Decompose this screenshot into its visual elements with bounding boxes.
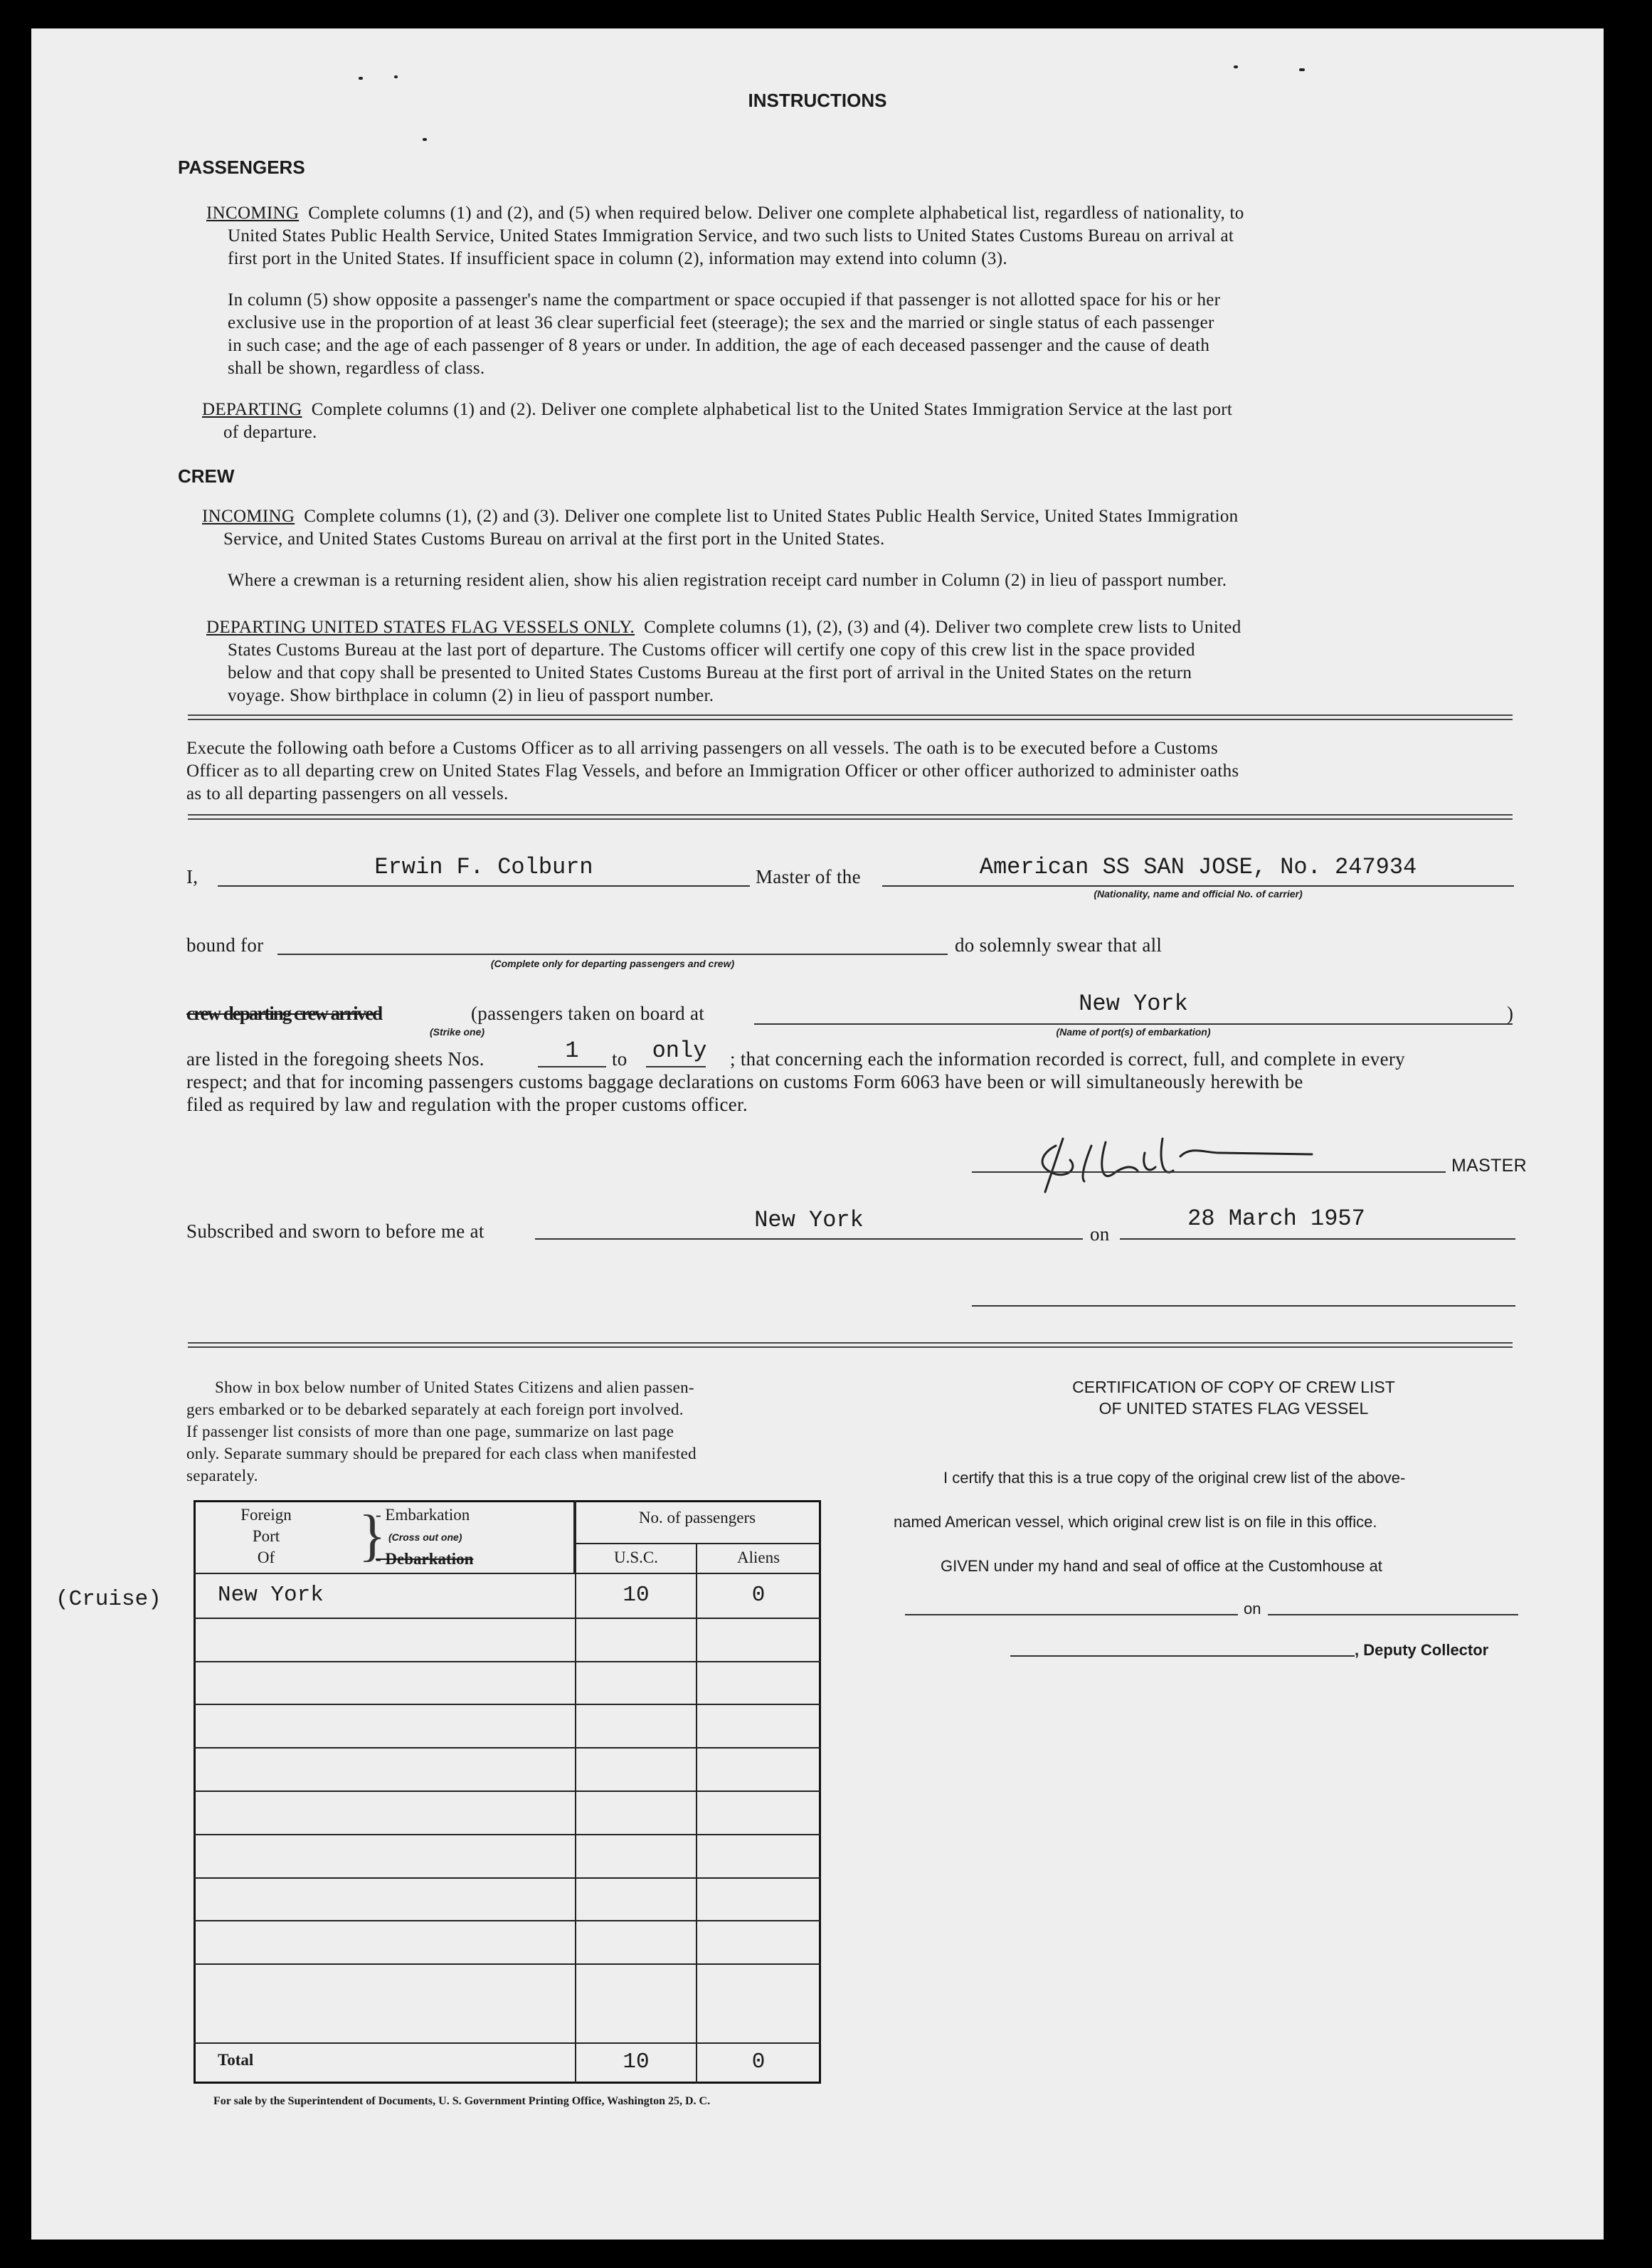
sheet-to-line [646, 1066, 706, 1067]
divider [188, 814, 1513, 820]
text-line: in such case; and the age of each passenger of 8 years or under. In addition, the age of each deceased passenger and the cause of death [228, 336, 1210, 355]
port-line [754, 1023, 1513, 1025]
vessel-value[interactable]: American SS SAN JOSE, No. 247934 [979, 854, 1417, 880]
gpo-footer: For sale by the Superintendent of Documents, U. S. Government Printing Office, Washington 25, D. C. [213, 2095, 711, 2107]
incoming-label: INCOMING [202, 507, 295, 526]
speck [1234, 65, 1238, 68]
usc-header: U.S.C. [614, 1549, 658, 1566]
row-usc-value[interactable]: 10 [623, 1583, 650, 1608]
certification-on-label: on [1244, 1600, 1261, 1618]
struck-crew-text: crew departing crew arrived [186, 1003, 382, 1024]
bound-for-caption: (Complete only for departing passengers and crew) [490, 958, 735, 969]
listed-rest: ; that concerning each the information recorded is correct, full, and complete in every [730, 1048, 1405, 1070]
sworn-date-value[interactable]: 28 March 1957 [1187, 1206, 1365, 1232]
departing-flag-label: DEPARTING UNITED STATES FLAG VESSELS ONLY. [206, 618, 635, 637]
passengers-departing-para [202, 399, 1232, 421]
text-line: voyage. Show birthplace in column (2) in lieu of passport number. [228, 686, 714, 705]
aliens-header: Aliens [736, 1549, 780, 1566]
header-divider [194, 1573, 576, 1574]
sworn-place-line [535, 1238, 1083, 1240]
text-line: of departure. [223, 423, 317, 442]
certification-title-1: CERTIFICATION OF COPY OF CREW LIST [1072, 1378, 1395, 1396]
bound-for-line [277, 954, 948, 955]
text-line: as to all departing passengers on all vessels. [186, 784, 509, 803]
text-line: first port in the United States. If insufficient space in column (2), information may extend into column (3). [228, 249, 1007, 268]
text-line: Complete columns (1) and (2), and (5) when required below. Deliver one complete alphabetical list, regardless of nationality, to [308, 204, 1244, 223]
text-line: If passenger list consists of more than one page, summarize on last page [186, 1423, 674, 1440]
strike-caption: (Strike one) [430, 1026, 485, 1038]
master-signature-image [1013, 1124, 1355, 1196]
embarkation-port-value[interactable]: New York [1079, 991, 1188, 1017]
port-caption: (Name of port(s) of embarkation) [1056, 1026, 1211, 1038]
passengers-incoming-para [206, 202, 1244, 225]
speck [359, 77, 363, 80]
of-label: Of [257, 1549, 275, 1566]
listed-label: are listed in the foregoing sheets Nos. [186, 1048, 485, 1070]
certification-title-2: OF UNITED STATES FLAG VESSEL [1098, 1399, 1369, 1418]
column-divider [696, 1543, 697, 2084]
page-title: INSTRUCTIONS [748, 90, 887, 111]
text-line: Complete columns (1) and (2). Deliver one complete alphabetical list to the United States Immigration Service at the last port [311, 400, 1233, 419]
row-divider [194, 1790, 821, 1792]
speck [1299, 68, 1305, 71]
certification-date-line[interactable] [1268, 1614, 1518, 1615]
text-line: GIVEN under my hand and seal of office at the Customhouse at [941, 1557, 1382, 1575]
header-divider [576, 1543, 821, 1544]
speck [394, 75, 398, 78]
master-name-line [218, 885, 750, 887]
i-label: I, [186, 866, 198, 887]
cruise-note: (Cruise) [55, 1587, 162, 1612]
row-divider [194, 1747, 821, 1749]
sworn-on-label: on [1090, 1223, 1110, 1245]
vessel-line [882, 885, 1514, 887]
master-label: MASTER [1451, 1156, 1527, 1176]
text-line: filed as required by law and regulation with the proper customs officer. [186, 1094, 748, 1115]
text-line: Execute the following oath before a Customs Officer as to all arriving passengers on all vessels. The oath is to be executed before a Customs [186, 739, 1219, 758]
row-divider [194, 1661, 821, 1662]
row-divider [194, 1704, 821, 1705]
deputy-collector-label: , Deputy Collector [1355, 1641, 1489, 1659]
brace-icon: } [359, 1504, 386, 1567]
text-line: respect; and that for incoming passengers customs baggage declarations on customs Form 6063 have been or will simultaneously herewith be [186, 1071, 1303, 1092]
row-divider [194, 1963, 821, 1965]
sheet-from-value[interactable]: 1 [565, 1038, 579, 1064]
passengers-header-cell: No. of passengers [574, 1501, 820, 1573]
foreign-label: Foreign [240, 1506, 292, 1524]
text-line: named American vessel, which original crew list is on file in this office. [894, 1513, 1377, 1531]
divider [188, 1342, 1513, 1348]
text-line: Complete columns (1), (2) and (3). Deliver one complete list to United States Public Health Service, United States Immigration [304, 507, 1239, 526]
to-label: to [612, 1048, 628, 1070]
crew-departing-para [206, 616, 1241, 639]
text-line: exclusive use in the proportion of at least 36 clear superficial feet (steerage); the sex and the married or single status of each passenger [228, 313, 1214, 332]
sworn-place-value[interactable]: New York [754, 1207, 864, 1233]
close-paren: ) [1507, 1003, 1514, 1024]
row-aliens-value[interactable]: 0 [751, 1583, 766, 1608]
text-line: Service, and United States Customs Bureau on arrival at the first port in the United States. [223, 529, 885, 549]
total-divider [194, 2042, 821, 2044]
vessel-caption: (Nationality, name and official No. of carrier) [1094, 888, 1303, 900]
row-port-value[interactable]: New York [218, 1583, 324, 1608]
document-page [31, 28, 1604, 2240]
bound-for-label: bound for [186, 934, 264, 956]
sheet-to-value[interactable]: only [652, 1038, 707, 1064]
subscribed-label: Subscribed and sworn to before me at [186, 1220, 485, 1242]
incoming-label: INCOMING [206, 204, 300, 223]
master-name-value[interactable]: Erwin F. Colburn [374, 854, 593, 880]
cross-out-caption: (Cross out one) [388, 1531, 462, 1543]
total-usc-value[interactable]: 10 [623, 2050, 650, 2074]
row-divider [194, 1618, 821, 1619]
text-line: Officer as to all departing crew on United States Flag Vessels, and before an Immigration Officer or other officer authorized to administer oaths [186, 761, 1239, 781]
text-line: States Customs Bureau at the last port of departure. The Customs officer will certify one copy of this crew list in the space provided [228, 640, 1195, 660]
text-line: United States Public Health Service, United States Immigration Service, and two such lists to United States Customs Bureau on arrival at [228, 226, 1234, 246]
row-divider [194, 1834, 821, 1835]
port-label: Port [252, 1527, 280, 1545]
embarkation-label: - Embarkation [376, 1506, 470, 1524]
passengers-taken-label: (passengers taken on board at [471, 1003, 705, 1024]
text-line: separately. [186, 1467, 258, 1484]
text-line: Complete columns (1), (2), (3) and (4). Deliver two complete crew lists to United [644, 618, 1241, 637]
text-line: below and that copy shall be presented to United States Customs Bureau at the first port of arrival in the United States on the return [228, 663, 1192, 682]
text-line: Where a crewman is a returning resident alien, show his alien registration receipt card number in Column (2) in lieu of passport number. [228, 571, 1227, 590]
crew-heading: CREW [178, 465, 235, 487]
total-aliens-value[interactable]: 0 [751, 2050, 766, 2074]
text-line: In column (5) show opposite a passenger's name the compartment or space occupied if that passenger is not allotted space for his or her [228, 290, 1221, 310]
text-line: I certify that this is a true copy of the original crew list of the above- [943, 1469, 1406, 1487]
master-signature-line [972, 1171, 1446, 1173]
sworn-date-line [1120, 1238, 1515, 1240]
row-divider [194, 1920, 821, 1921]
text-line: gers embarked or to be debarked separately at each foreign port involved. [186, 1401, 684, 1418]
master-of-label: Master of the [756, 866, 861, 887]
swear-label: do solemnly swear that all [955, 934, 1163, 956]
debarkation-label: - Debarkation [376, 1550, 474, 1568]
text-line: shall be shown, regardless of class. [228, 359, 485, 378]
passengers-heading: PASSENGERS [178, 157, 305, 178]
crew-incoming-para [202, 505, 1238, 528]
text-line: only. Separate summary should be prepared for each class when manifested [186, 1445, 697, 1462]
customhouse-line[interactable] [905, 1614, 1238, 1615]
speck [423, 138, 427, 141]
sheet-from-line [538, 1066, 606, 1067]
departing-label: DEPARTING [202, 400, 302, 419]
row-divider [194, 1877, 821, 1879]
deputy-signature-line[interactable] [1010, 1655, 1355, 1657]
total-label: Total [218, 2051, 254, 2069]
officer-signature-line [972, 1305, 1515, 1307]
text-line: Show in box below number of United States Citizens and alien passen- [215, 1378, 694, 1396]
header-divider [576, 1573, 821, 1574]
divider [188, 714, 1513, 720]
